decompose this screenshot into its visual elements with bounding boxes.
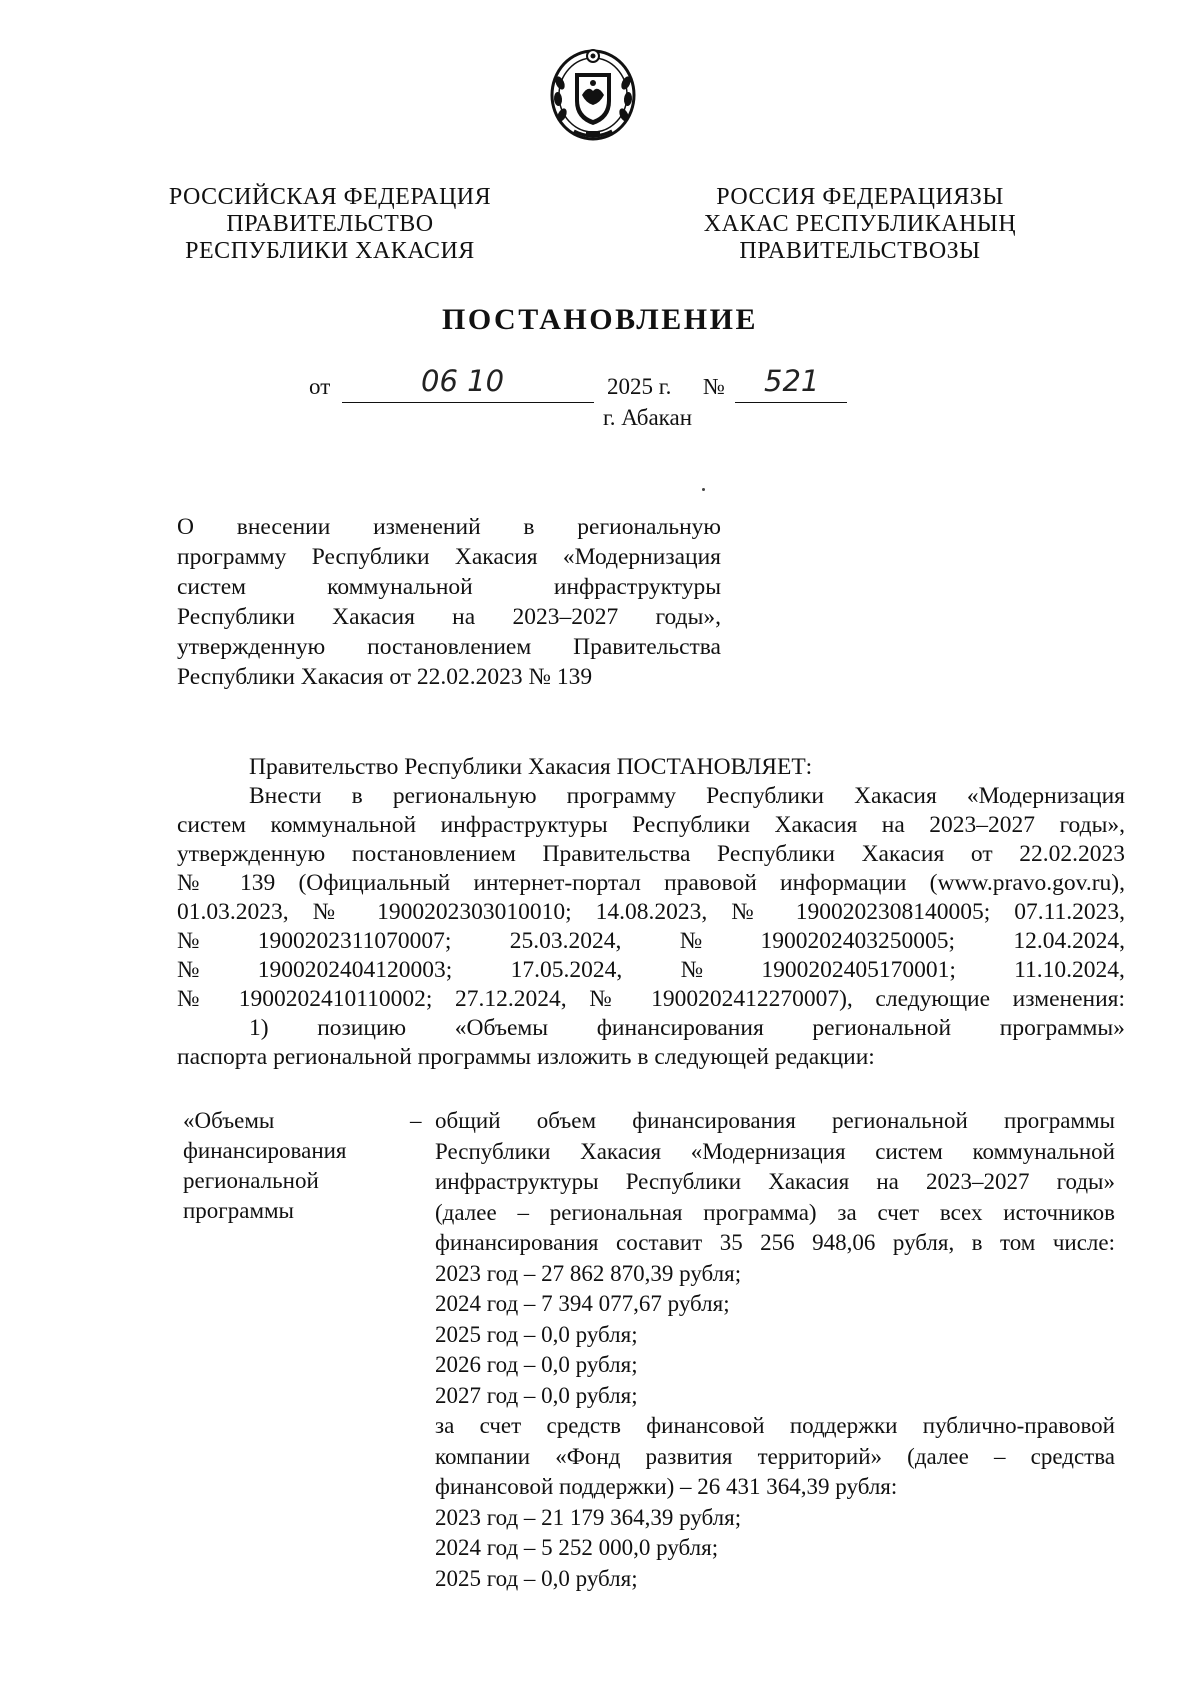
row-token: 1): [249, 1015, 269, 1041]
value-line: финансовой поддержки) – 26 431 364,39 рубля:: [435, 1474, 898, 1499]
label-line: региональной: [183, 1168, 319, 1193]
row-token: 17.05.2024,: [510, 957, 623, 983]
row-token: «Объемы: [454, 1015, 549, 1041]
registration-row: [177, 927, 1125, 956]
body-line: Внести в региональную программу Республики Хакасия «Модернизация: [249, 783, 1125, 809]
number-underline: [735, 402, 847, 403]
handwritten-number: 521: [764, 364, 820, 398]
document-subject: [177, 512, 721, 692]
date-number-line: [309, 364, 899, 404]
value-line: 2025 год – 0,0 рубля;: [435, 1321, 638, 1347]
body-line: № 139 (Официальный интернет-портал правовой информации (www.pravo.gov.ru),: [177, 870, 1125, 896]
body-line: 01.03.2023, № 1900202303010010; 14.08.2023, № 1900202308140005; 07.11.2023,: [177, 899, 1125, 925]
row-token: 25.03.2024,: [509, 928, 622, 954]
row-token: 1900202311070007;: [257, 928, 452, 954]
value-line: за счет средств финансовой поддержки публично-правовой: [435, 1413, 1115, 1438]
label-line: «Объемы: [183, 1108, 275, 1133]
value-line: 2023 год – 21 179 364,39 рубля;: [435, 1504, 742, 1530]
row-token: позицию: [317, 1015, 407, 1041]
header-line: РОССИЙСКАЯ ФЕДЕРАЦИЯ: [168, 184, 492, 210]
subject-line: утвержденную постановлением Правительства: [177, 634, 721, 660]
scan-speck: [702, 488, 705, 491]
value-line: 2024 год – 5 252 000,0 рубля;: [435, 1535, 719, 1560]
row-token: региональной: [812, 1015, 952, 1041]
coat-of-arms-icon: [548, 45, 638, 143]
subject-line: Республики Хакасия на 2023–2027 годы»,: [177, 604, 721, 630]
value-line: 2023 год – 27 862 870,39 рубля;: [435, 1260, 742, 1286]
document-title: ПОСТАНОВЛЕНИЕ: [442, 303, 758, 336]
label-line: финансирования: [183, 1138, 347, 1163]
row-token: №: [680, 957, 703, 983]
row-token: №: [177, 928, 200, 954]
header-line: РЕСПУБЛИКИ ХАКАСИЯ: [185, 238, 475, 264]
header-line: ПРАВИТЕЛЬСТВО: [226, 211, 434, 237]
registration-row: [177, 956, 1125, 985]
value-line: (далее – региональная программа) за счет всех источников: [435, 1199, 1115, 1225]
row-token: 11.10.2024,: [1014, 957, 1125, 983]
row-token: 1900202405170001;: [761, 957, 956, 983]
passport-position-label: [183, 1106, 413, 1226]
row-token: 12.04.2024,: [1013, 928, 1125, 954]
row-token: финансирования: [596, 1015, 764, 1041]
header-line: ХАКАС РЕСПУБЛИКАНЫҢ: [703, 211, 1017, 237]
handwritten-date: 06 10: [421, 364, 505, 398]
row-token: программы»: [999, 1015, 1125, 1041]
body-line: № 1900202410110002; 27.12.2024, № 1900202412270007), следующие изменения:: [177, 986, 1125, 1012]
year-label: 2025 г.: [607, 374, 672, 399]
resolves-line: Правительство Республики Хакасия ПОСТАНОВЛЯЕТ:: [249, 754, 813, 780]
row-token: №: [679, 928, 703, 954]
value-line: Республики Хакасия «Модернизация систем коммунальной: [435, 1138, 1115, 1164]
value-line: компании «Фонд развития территорий» (далее – средства: [435, 1443, 1115, 1469]
header-line: ПРАВИТЕЛЬСТВОЗЫ: [739, 238, 981, 264]
subject-line: О внесении изменений в региональную: [177, 514, 721, 540]
issuer-header-khakas: [680, 184, 1040, 265]
resolution-body: [177, 753, 1125, 1072]
row-token: 1900202404120003;: [257, 957, 453, 983]
body-line: систем коммунальной инфраструктуры Республики Хакасия на 2023–2027 годы»,: [177, 812, 1125, 838]
header-line: РОССИЯ ФЕДЕРАЦИЯЗЫ: [716, 184, 1004, 210]
body-line: утвержденную постановлением Правительства Республики Хакасия от 22.02.2023: [177, 841, 1125, 867]
value-line: 2027 год – 0,0 рубля;: [435, 1382, 638, 1408]
passport-dash: –: [410, 1108, 422, 1133]
body-line: паспорта региональной программы изложить в следующей редакции:: [177, 1044, 875, 1070]
issue-city: г. Абакан: [602, 405, 693, 430]
row-token: 1900202403250005;: [760, 928, 955, 954]
item-1-row: [177, 1014, 1125, 1043]
subject-line: программу Республики Хакасия «Модернизация: [177, 544, 721, 570]
value-line: финансирования составит 35 256 948,06 рубля, в том числе:: [435, 1230, 1115, 1255]
value-line: инфраструктуры Республики Хакасия на 2023–2027 годы»: [435, 1169, 1115, 1194]
subject-line: Республики Хакасия от 22.02.2023 № 139: [177, 664, 593, 690]
row-token: №: [177, 957, 200, 983]
value-line: 2026 год – 0,0 рубля;: [435, 1352, 638, 1377]
date-underline: [342, 402, 594, 403]
value-line: 2024 год – 7 394 077,67 рубля;: [435, 1291, 730, 1316]
label-line: программы: [183, 1198, 295, 1223]
value-line: 2025 год – 0,0 рубля;: [435, 1565, 638, 1591]
passport-position-value: [435, 1106, 1115, 1594]
value-line: общий объем финансирования региональной программы: [435, 1108, 1115, 1133]
subject-line: систем коммунальной инфраструктуры: [177, 574, 721, 600]
date-prefix: от: [309, 374, 331, 399]
issuer-header-russian: [150, 184, 510, 265]
number-sign: №: [703, 374, 725, 399]
